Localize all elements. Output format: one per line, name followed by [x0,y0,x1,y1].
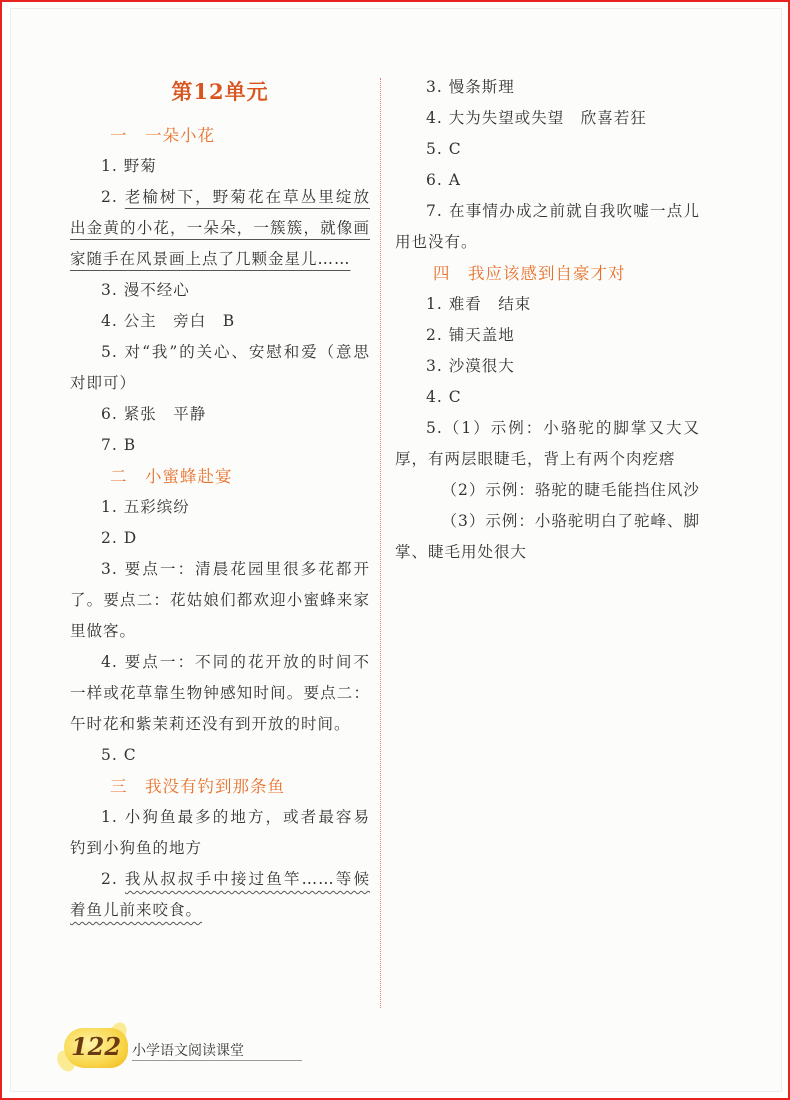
s4-answer-1: 1. 难看 结束 [426,295,532,313]
s1-answer-3: 3. 漫不经心 [101,281,190,299]
book-title: 小学语文阅读课堂 [132,1043,244,1059]
s1-answer-5: 5. 对“我”的关心、安慰和爱（意思对即可） [70,343,370,392]
s3-answer-1: 1. 小狗鱼最多的地方，或者最容易钓到小狗鱼的地方 [70,808,370,857]
s1-answer-2-text: 老榆树下，野菊花在草丛里绽放出金黄的小花，一朵朵，一簇簇，就像画家随手在风景画上点了几颗金星儿…… [70,188,370,268]
s1-answer-2-number: 2. [101,188,125,206]
s2-answer-5: 5. C [101,746,137,764]
s4-answer-5-1: 5.（1）示例：小骆驼的脚掌又大又厚，有两层眼睫毛，背上有两个肉疙瘩 [395,419,700,468]
s1-answer-7: 7. B [101,436,137,454]
section-title-2: 二 小蜜蜂赴宴 [110,467,233,486]
s2-answer-1: 1. 五彩缤纷 [101,498,190,516]
section-title-1: 一 一朵小花 [110,126,215,145]
page-footer [58,1022,318,1072]
column-divider [380,78,381,1008]
s4-answer-5-2: （2）示例：骆驼的睫毛能挡住风沙 [441,481,700,499]
s2-answer-4: 4. 要点一：不同的花开放的时间不一样或花草靠生物钟感知时间。要点二：午时花和紫茉莉还没有到开放的时间。 [70,653,370,733]
page-number-badge [64,1028,128,1068]
s3-answer-2-text: 我从叔叔手中接过鱼竿……等候着鱼儿前来咬食。 [70,870,370,919]
s1-answer-4: 4. 公主 旁白 B [101,312,236,330]
s4-answer-2: 2. 铺天盖地 [426,326,515,344]
section-title-3: 三 我没有钓到那条鱼 [110,777,285,796]
s4-answer-5-3: （3）示例：小骆驼明白了驼峰、脚掌、睫毛用处很大 [395,512,700,561]
s1-answer-6: 6. 紧张 平静 [101,405,207,423]
s1-answer-1: 1. 野菊 [101,157,157,175]
s2-answer-2: 2. D [101,529,138,547]
s3-answer-3: 3. 慢条斯理 [426,78,515,96]
right-column [395,72,700,568]
s3-answer-2-number: 2. [101,870,125,888]
s3-answer-6: 6. A [426,171,461,189]
s3-answer-5: 5. C [426,140,462,158]
section-title-4: 四 我应该感到自豪才对 [433,264,626,283]
s1-answer-2 [70,182,370,275]
left-column [70,70,370,926]
footer-rule [132,1060,302,1061]
s4-answer-4: 4. C [426,388,462,406]
page-number: 122 [70,1032,122,1061]
s3-answer-7: 7. 在事情办成之前就自我吹嘘一点儿用也没有。 [395,202,700,251]
s4-answer-3: 3. 沙漠很大 [426,357,515,375]
s2-answer-3: 3. 要点一：清晨花园里很多花都开了。要点二：花姑娘们都欢迎小蜜蜂来家里做客。 [70,560,370,640]
s3-answer-4: 4. 大为失望或失望 欣喜若狂 [426,109,647,127]
unit-title: 第12单元 [171,79,269,104]
s3-answer-2 [70,864,370,926]
